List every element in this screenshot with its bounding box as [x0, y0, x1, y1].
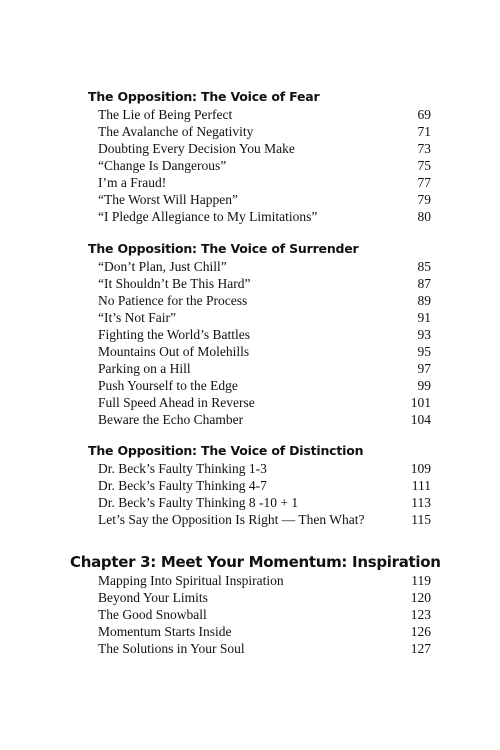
toc-entry [0, 478, 500, 495]
toc-entry [0, 395, 500, 412]
entry-page-number: 120 [410, 590, 431, 605]
toc-entry [0, 624, 500, 641]
entry-title: Mapping Into Spiritual Inspiration [98, 573, 284, 588]
entry-page-number: 99 [417, 378, 431, 393]
entry-title: “I Pledge Allegiance to My Limitations” [98, 209, 318, 224]
toc-entry [0, 158, 500, 175]
toc-entry [0, 192, 500, 209]
entry-page-number: 97 [417, 361, 431, 376]
entry-title: Dr. Beck’s Faulty Thinking 1-3 [98, 461, 267, 476]
entry-title: No Patience for the Process [98, 293, 248, 308]
toc-entry [0, 276, 500, 293]
entry-title: The Avalanche of Negativity [98, 124, 254, 139]
entry-page-number: 111 [411, 478, 431, 493]
entry-title: Beware the Echo Chamber [98, 412, 244, 427]
toc-entry [0, 512, 500, 529]
entry-title: Momentum Starts Inside [98, 624, 232, 639]
entry-title: “It’s Not Fair” [98, 310, 176, 325]
toc-entry [0, 310, 500, 327]
entry-title: I’m a Fraud! [98, 175, 167, 190]
toc-entry [0, 175, 500, 192]
toc-entry [0, 641, 500, 658]
entry-page-number: 77 [417, 175, 431, 190]
chapter-heading: Chapter 3: Meet Your Momentum: Inspiration [70, 553, 441, 571]
toc-entry [0, 461, 500, 478]
toc-entry [0, 107, 500, 124]
entry-page-number: 109 [410, 461, 431, 476]
entry-page-number: 101 [410, 395, 431, 410]
entry-title: Beyond Your Limits [98, 590, 208, 605]
entry-title: The Good Snowball [98, 607, 207, 622]
entry-page-number: 123 [410, 607, 431, 622]
entry-title: “It Shouldn’t Be This Hard” [98, 276, 251, 291]
entry-title: Parking on a Hill [98, 361, 191, 376]
entry-page-number: 79 [417, 192, 431, 207]
toc-entry [0, 344, 500, 361]
toc-entry [0, 361, 500, 378]
entry-page-number: 69 [417, 107, 431, 122]
entry-page-number: 115 [411, 512, 431, 527]
entry-page-number: 91 [417, 310, 431, 325]
toc-entry [0, 590, 500, 607]
entry-title: “Change Is Dangerous” [98, 158, 227, 173]
section-heading: The Opposition: The Voice of Surrender [88, 241, 359, 256]
entry-page-number: 87 [417, 276, 431, 291]
entry-page-number: 126 [410, 624, 431, 639]
section-heading: The Opposition: The Voice of Fear [88, 89, 320, 104]
entry-page-number: 104 [410, 412, 431, 427]
entry-title: Fighting the World’s Battles [98, 327, 251, 342]
toc-entry [0, 607, 500, 624]
toc-entry [0, 378, 500, 395]
entry-page-number: 80 [417, 209, 431, 224]
toc-entry [0, 259, 500, 276]
entry-page-number: 75 [417, 158, 431, 173]
entry-title: Full Speed Ahead in Reverse [98, 395, 255, 410]
toc-entry [0, 124, 500, 141]
entry-title: “The Worst Will Happen” [98, 192, 238, 207]
entry-title: The Lie of Being Perfect [98, 107, 233, 122]
entry-title: Doubting Every Decision You Make [98, 141, 295, 156]
toc-entry [0, 495, 500, 512]
entry-page-number: 119 [411, 573, 431, 588]
toc-entry [0, 209, 500, 226]
entry-title: Dr. Beck’s Faulty Thinking 8 -10 + 1 [98, 495, 299, 510]
toc-entry [0, 327, 500, 344]
entry-page-number: 73 [417, 141, 431, 156]
entry-title: Mountains Out of Molehills [98, 344, 250, 359]
entry-page-number: 71 [417, 124, 431, 139]
entry-title: “Don’t Plan, Just Chill” [98, 259, 227, 274]
entry-title: The Solutions in Your Soul [98, 641, 245, 656]
entry-page-number: 113 [411, 495, 431, 510]
toc-entry [0, 573, 500, 590]
toc-entry [0, 412, 500, 429]
entry-title: Dr. Beck’s Faulty Thinking 4-7 [98, 478, 267, 493]
entry-page-number: 127 [410, 641, 431, 656]
entry-title: Push Yourself to the Edge [98, 378, 238, 393]
entry-title: Let’s Say the Opposition Is Right — Then What? [98, 512, 365, 527]
entry-page-number: 93 [417, 327, 431, 342]
entry-page-number: 95 [417, 344, 431, 359]
section-heading: The Opposition: The Voice of Distinction [88, 443, 364, 458]
entry-page-number: 85 [417, 259, 431, 274]
toc-entry [0, 293, 500, 310]
entry-page-number: 89 [417, 293, 431, 308]
toc-entry [0, 141, 500, 158]
